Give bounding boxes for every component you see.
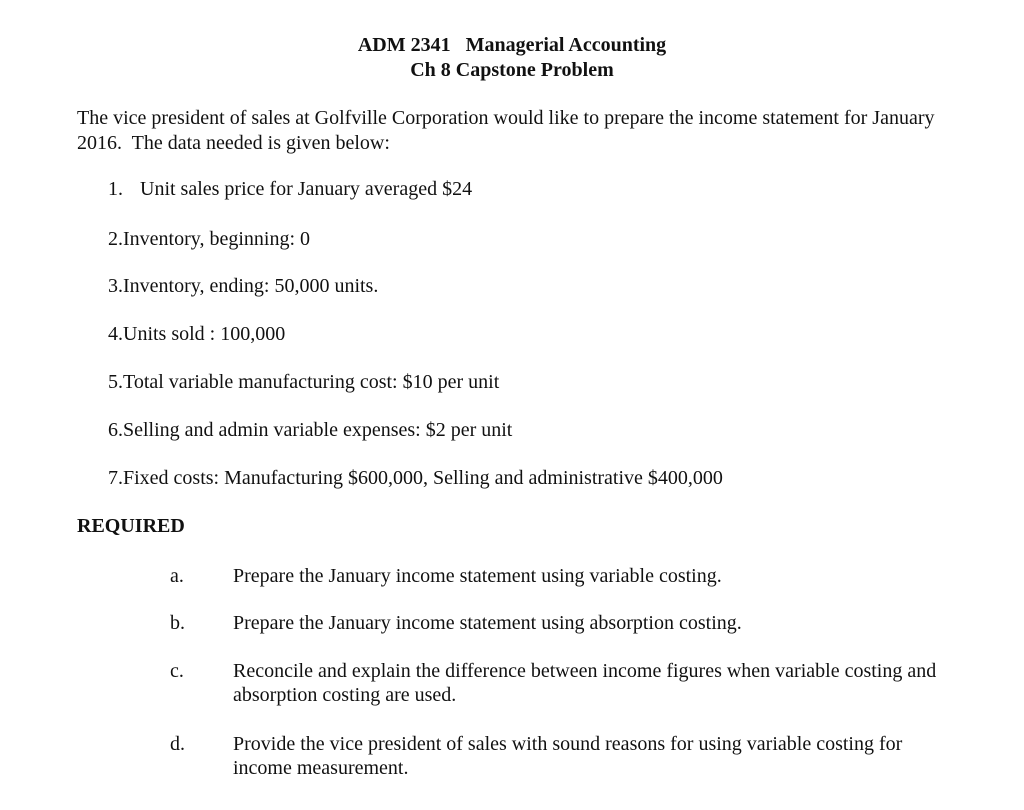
data-item-text: Total variable manufacturing cost: $10 per unit [123, 371, 500, 393]
data-item-number: 4. [108, 323, 123, 345]
data-item-text: Inventory, ending: 50,000 units. [123, 275, 379, 297]
data-item-4 [108, 322, 285, 346]
data-item-2 [108, 227, 310, 251]
data-item-number: 6. [108, 419, 123, 441]
data-item-number: 5. [108, 371, 123, 393]
data-item-6 [108, 418, 512, 442]
data-item-7 [108, 466, 723, 490]
required-item-text-d: Provide the vice president of sales with sound reasons for using variable costing for income measurement. [233, 733, 903, 779]
document-subtitle: Ch 8 Capstone Problem [410, 59, 614, 81]
required-item-letter-a: a. [170, 565, 184, 587]
data-item-5 [108, 370, 499, 394]
data-item-text: Unit sales price for January averaged $24 [140, 178, 473, 200]
data-item-number: 2. [108, 228, 123, 250]
required-item-letter-d: d. [170, 733, 185, 755]
intro-paragraph: The vice president of sales at Golfville Corporation would like to prepare the income statement for January 2016. The data needed is given below: [77, 107, 940, 154]
data-item-number: 3. [108, 275, 123, 297]
data-item-number: 1. [108, 178, 123, 200]
data-item-number: 7. [108, 467, 123, 489]
required-item-text-b: Prepare the January income statement using absorption costing. [233, 612, 742, 634]
required-item-text-c: Reconcile and explain the difference between income figures when variable costing and absorption costing are used. [233, 660, 937, 706]
required-heading: REQUIRED [77, 515, 185, 537]
required-item-letter-b: b. [170, 612, 185, 634]
data-item-3 [108, 274, 378, 298]
data-item-text: Units sold : 100,000 [123, 323, 286, 345]
document-title: ADM 2341 Managerial Accounting [357, 34, 667, 56]
required-item-letter-c: c. [170, 660, 184, 682]
data-item-text: Inventory, beginning: 0 [123, 228, 311, 250]
data-item-1 [108, 177, 472, 201]
required-item-text-a: Prepare the January income statement using variable costing. [233, 565, 722, 587]
data-item-text: Fixed costs: Manufacturing $600,000, Selling and administrative $400,000 [123, 467, 723, 489]
data-item-text: Selling and admin variable expenses: $2 per unit [123, 419, 513, 441]
